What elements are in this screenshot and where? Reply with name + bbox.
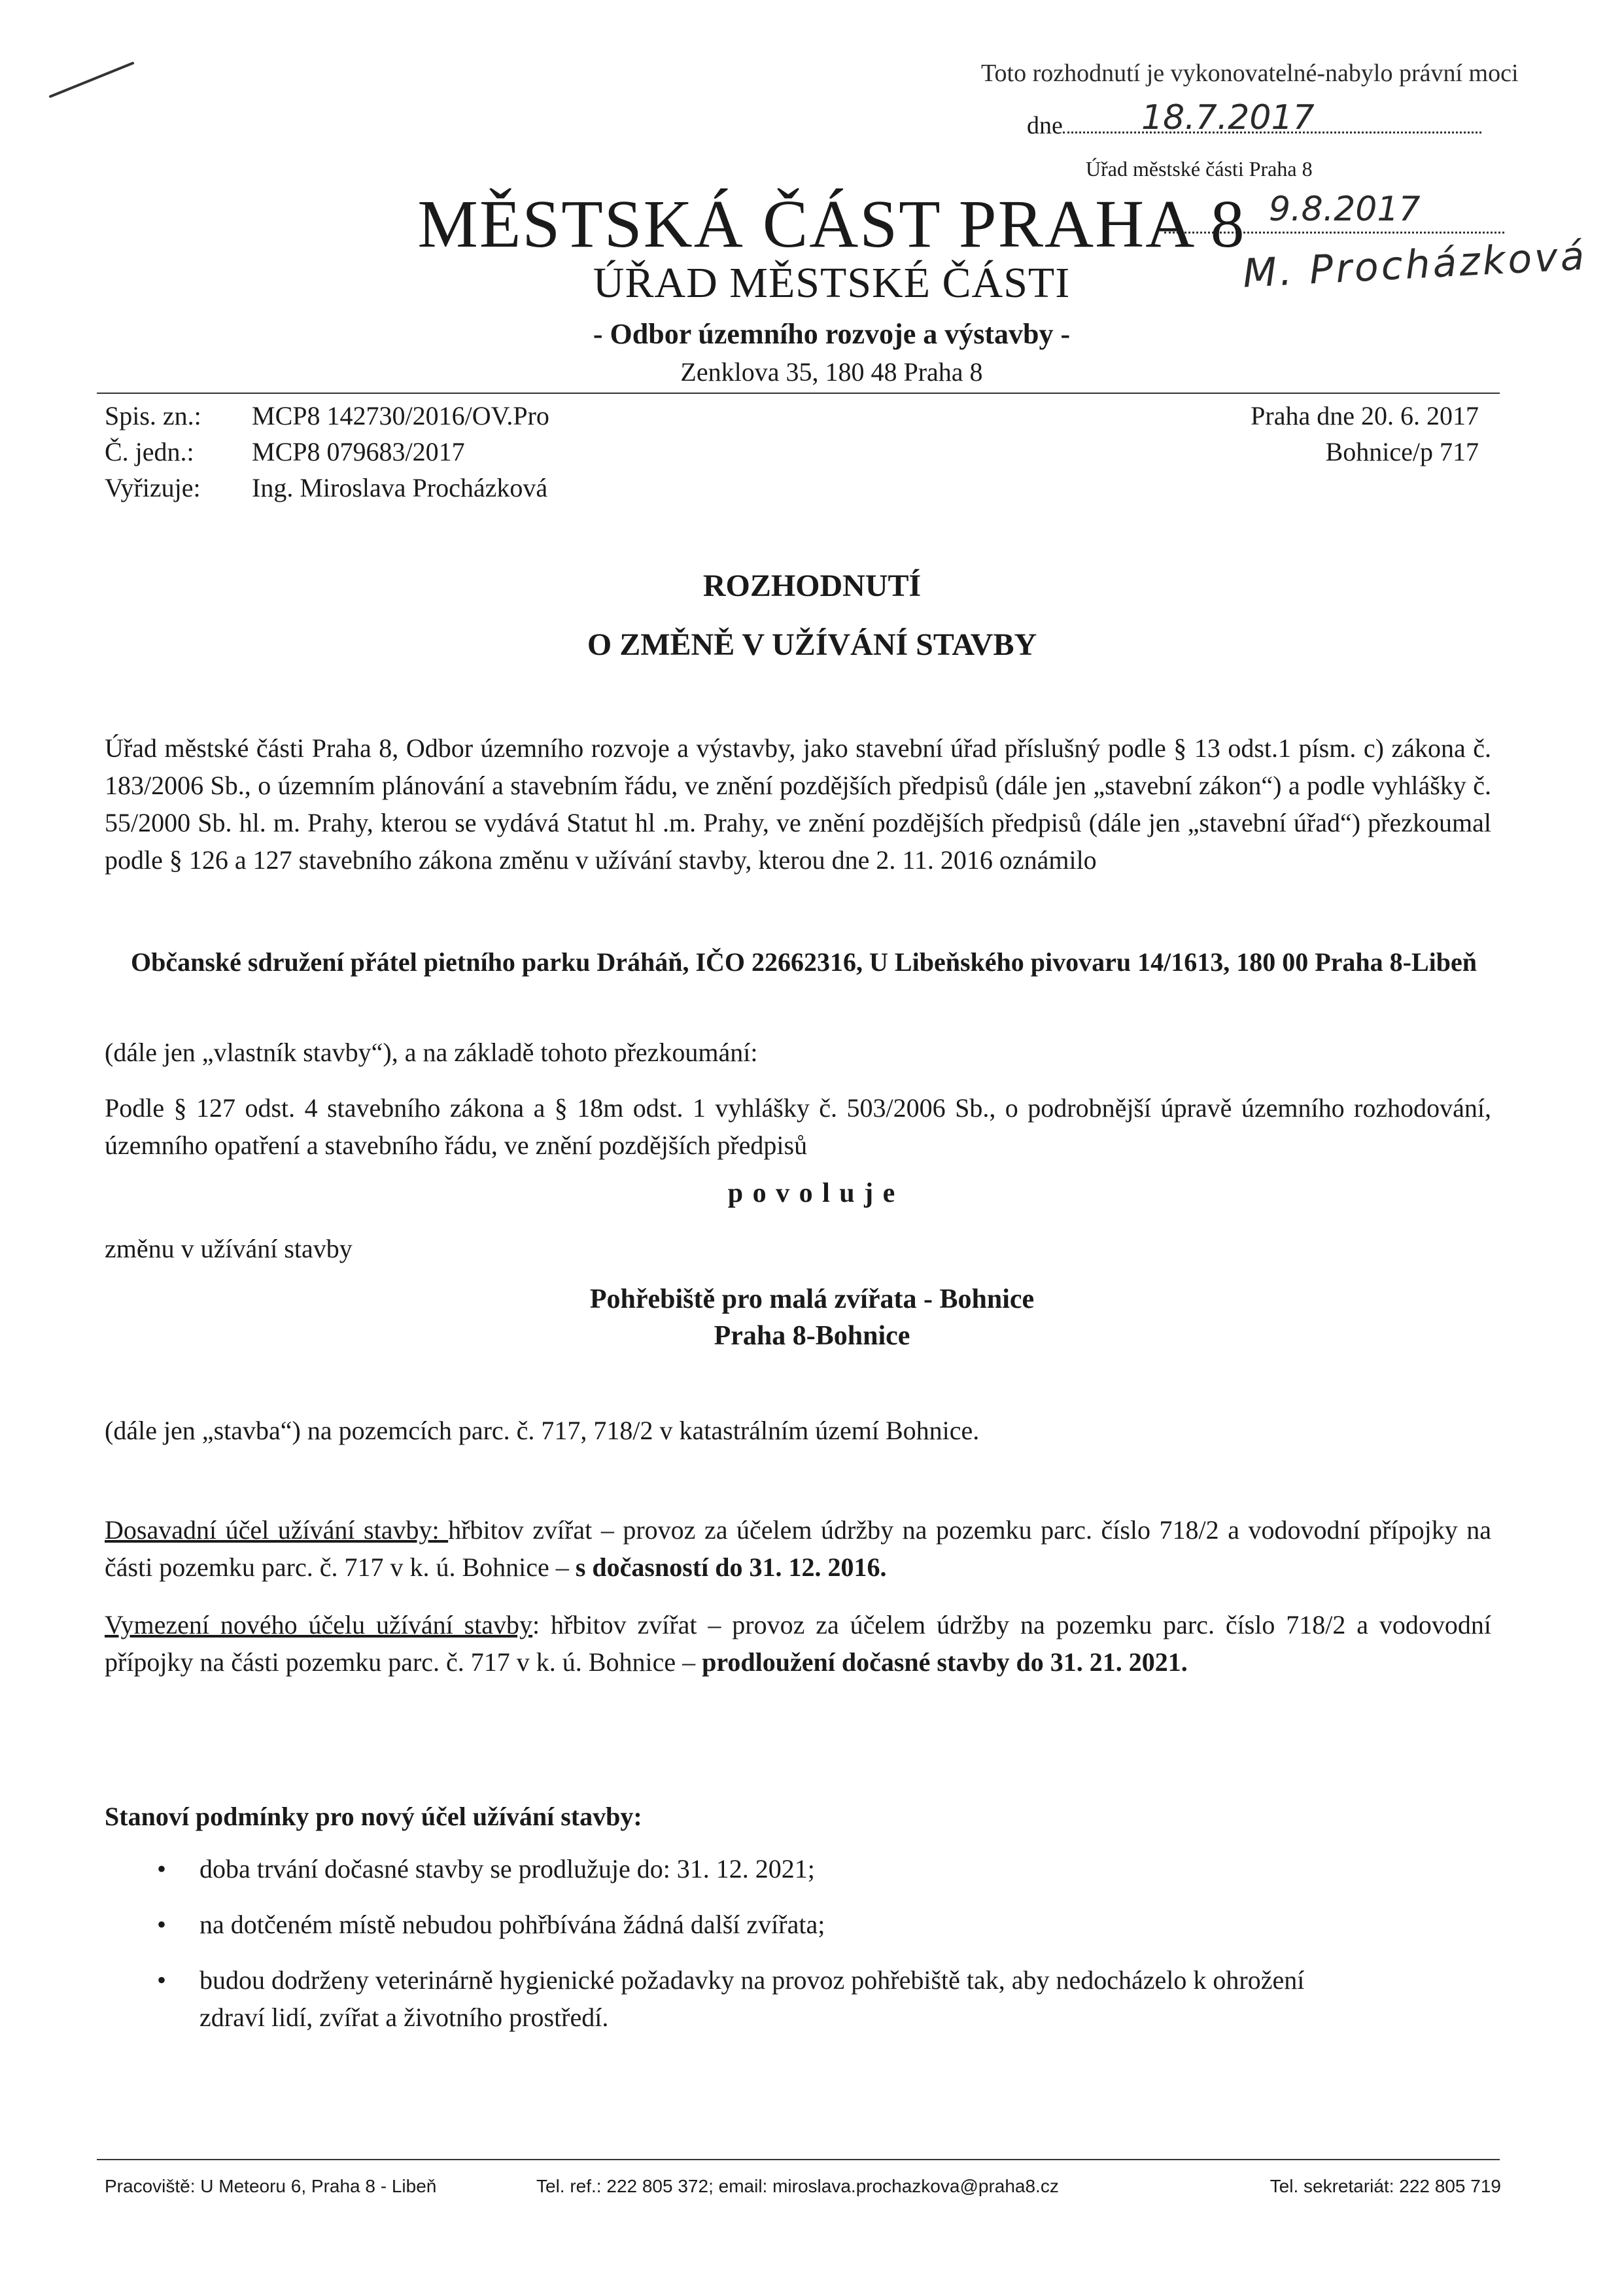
pen-stroke-mark [48, 61, 134, 98]
new-use-paragraph [105, 1606, 1491, 1681]
previous-use-text: hřbitov zvířat – provoz za účelem údržby na pozemku parc. číslo 718/2 a vodovodní přípojky na části pozemku parc. č. 717 v k. ú. Bohnice – [105, 1515, 1491, 1582]
building-name: Pohřebiště pro malá zvířata - Bohnice [589, 1284, 1035, 1314]
legal-basis: Podle § 127 odst. 4 stavebního zákona a § 18m odst. 1 vyhlášky č. 503/2006 Sb., o podrobnější úpravě územního rozhodování, územního opatření a stavebního řádu, ve znění pozdějších předpisů [105, 1093, 1491, 1160]
intro-paragraph: Úřad městské části Praha 8, Odbor územního rozvoje a výstavby, jako stavební úřad příslušný podle § 13 odst.1 písm. c) zákona č. 183/2006 Sb., o územním plánování a stavebním řádu, ve znění pozdějších předpisů (dále jen „stavební zákon“) a podle vyhlášky č. 55/2000 Sb. hl. m. Prahy, kterou se vydává Statut hl .m. Prahy, ve znění pozdějších předpisů (dále jen „stavební úřad“) přezkoumal podle § 126 a 127 stavebního zákona změnu v užívání stavby, kterou dne 2. 11. 2016 oznámilo [105, 733, 1491, 875]
condition-text: budou dodrženy veterinárně hygienické požadavky na provoz pohřebiště tak, aby nedocházelo k ohrožení zdraví lidí, zvířat a životního prostředí. [199, 1965, 1305, 2032]
footer-divider [97, 2159, 1500, 2160]
meta-spis-label: Spis. zn.: [105, 401, 201, 430]
condition-item [105, 1850, 1491, 1887]
stamp-handwritten-date-2: 9.8.2017 [1269, 190, 1421, 229]
bullet-icon: • [157, 1910, 167, 1939]
stamp-handwritten-date: 18.7.2017 [1141, 98, 1315, 137]
meta-vyrizuje [105, 472, 547, 503]
meta-vyrizuje-value: Ing. Miroslava Procházková [252, 473, 548, 502]
meta-jedn [105, 436, 465, 467]
condition-text: na dotčeném místě nebudou pohřbívána žádná další zvířata; [199, 1910, 825, 1939]
footer-workplace: Pracoviště: U Meteoru 6, Praha 8 - Libeň [105, 2176, 437, 2196]
meta-jedn-value: MCP8 079683/2017 [252, 437, 465, 466]
footer-secretariat: Tel. sekretariát: 222 805 719 [1270, 2176, 1501, 2196]
bullet-icon: • [157, 1965, 167, 1995]
building-location-name: Praha 8-Bohnice [714, 1321, 910, 1351]
stamp-office-name: Úřad městské části Praha 8 [1086, 157, 1313, 181]
building-owner: Občanské sdružení přátel pietního parku Dráháň, IČO 22662316, U Libeňského pivovaru 14/1613, 180 00 Praha 8-Libeň [131, 947, 1477, 977]
stamp-dne-label: dne [1027, 112, 1063, 139]
condition-item [105, 1906, 1491, 1943]
organization-title: MĚSTSKÁ ČÁST PRAHA 8 [417, 186, 1246, 262]
change-label: změnu v užívání stavby [105, 1234, 353, 1263]
owner-note: (dále jen „vlastník stavby“), a na základě tohoto přezkoumání: [105, 1038, 758, 1067]
meta-spis-value: MCP8 142730/2016/OV.Pro [252, 401, 549, 430]
meta-ref: Bohnice/p 717 [1325, 437, 1479, 466]
organization-address: Zenklova 35, 180 48 Praha 8 [680, 357, 983, 387]
condition-item [105, 1961, 1491, 2036]
meta-jedn-label: Č. jedn.: [105, 437, 194, 466]
previous-use-deadline: s dočasností do 31. 12. 2016. [575, 1552, 887, 1582]
department-name: - Odbor územního rozvoje a výstavby - [593, 318, 1071, 350]
header-divider [97, 393, 1500, 394]
document-title: ROZHODNUTÍ [702, 569, 922, 603]
new-use-text: : hřbitov zvířat – provoz za účelem údržby na pozemku parc. číslo 718/2 a vodovodní přípojky na části pozemku parc. č. 717 v k. ú. Bohnice – [105, 1610, 1492, 1677]
new-use-deadline: prodloužení dočasné stavby do 31. 21. 2021. [702, 1647, 1188, 1677]
previous-use-label: Dosavadní účel užívání stavby: [105, 1515, 449, 1545]
organization-subtitle: ÚŘAD MĚSTSKÉ ČÁSTI [593, 259, 1071, 307]
bullet-icon: • [157, 1854, 167, 1883]
conditions-list [105, 1850, 1491, 2054]
enforceability-stamp-text: Toto rozhodnutí je vykonovatelné-nabylo právní moci [981, 60, 1519, 87]
decision-verb: p o v o l u j e [727, 1178, 897, 1208]
location-paragraph: (dále jen „stavba“) na pozemcích parc. č. 717, 718/2 v katastrálním území Bohnice. [105, 1416, 980, 1445]
condition-text: doba trvání dočasné stavby se prodlužuje do: 31. 12. 2021; [199, 1854, 815, 1883]
new-use-label: Vymezení nového účelu užívání stavby [105, 1610, 533, 1639]
footer-contact: Tel. ref.: 222 805 372; email: miroslava.prochazkova@praha8.cz [536, 2176, 1059, 2196]
meta-spis [105, 400, 549, 431]
previous-use-paragraph [105, 1511, 1491, 1586]
document-subtitle: O ZMĚNĚ V UŽÍVÁNÍ STAVBY [587, 627, 1037, 662]
meta-date: Praha dne 20. 6. 2017 [1251, 401, 1479, 430]
handwritten-signature: M. Procházková [1241, 233, 1588, 297]
meta-vyrizuje-label: Vyřizuje: [105, 473, 201, 502]
conditions-heading: Stanoví podmínky pro nový účel užívání stavby: [105, 1802, 642, 1831]
